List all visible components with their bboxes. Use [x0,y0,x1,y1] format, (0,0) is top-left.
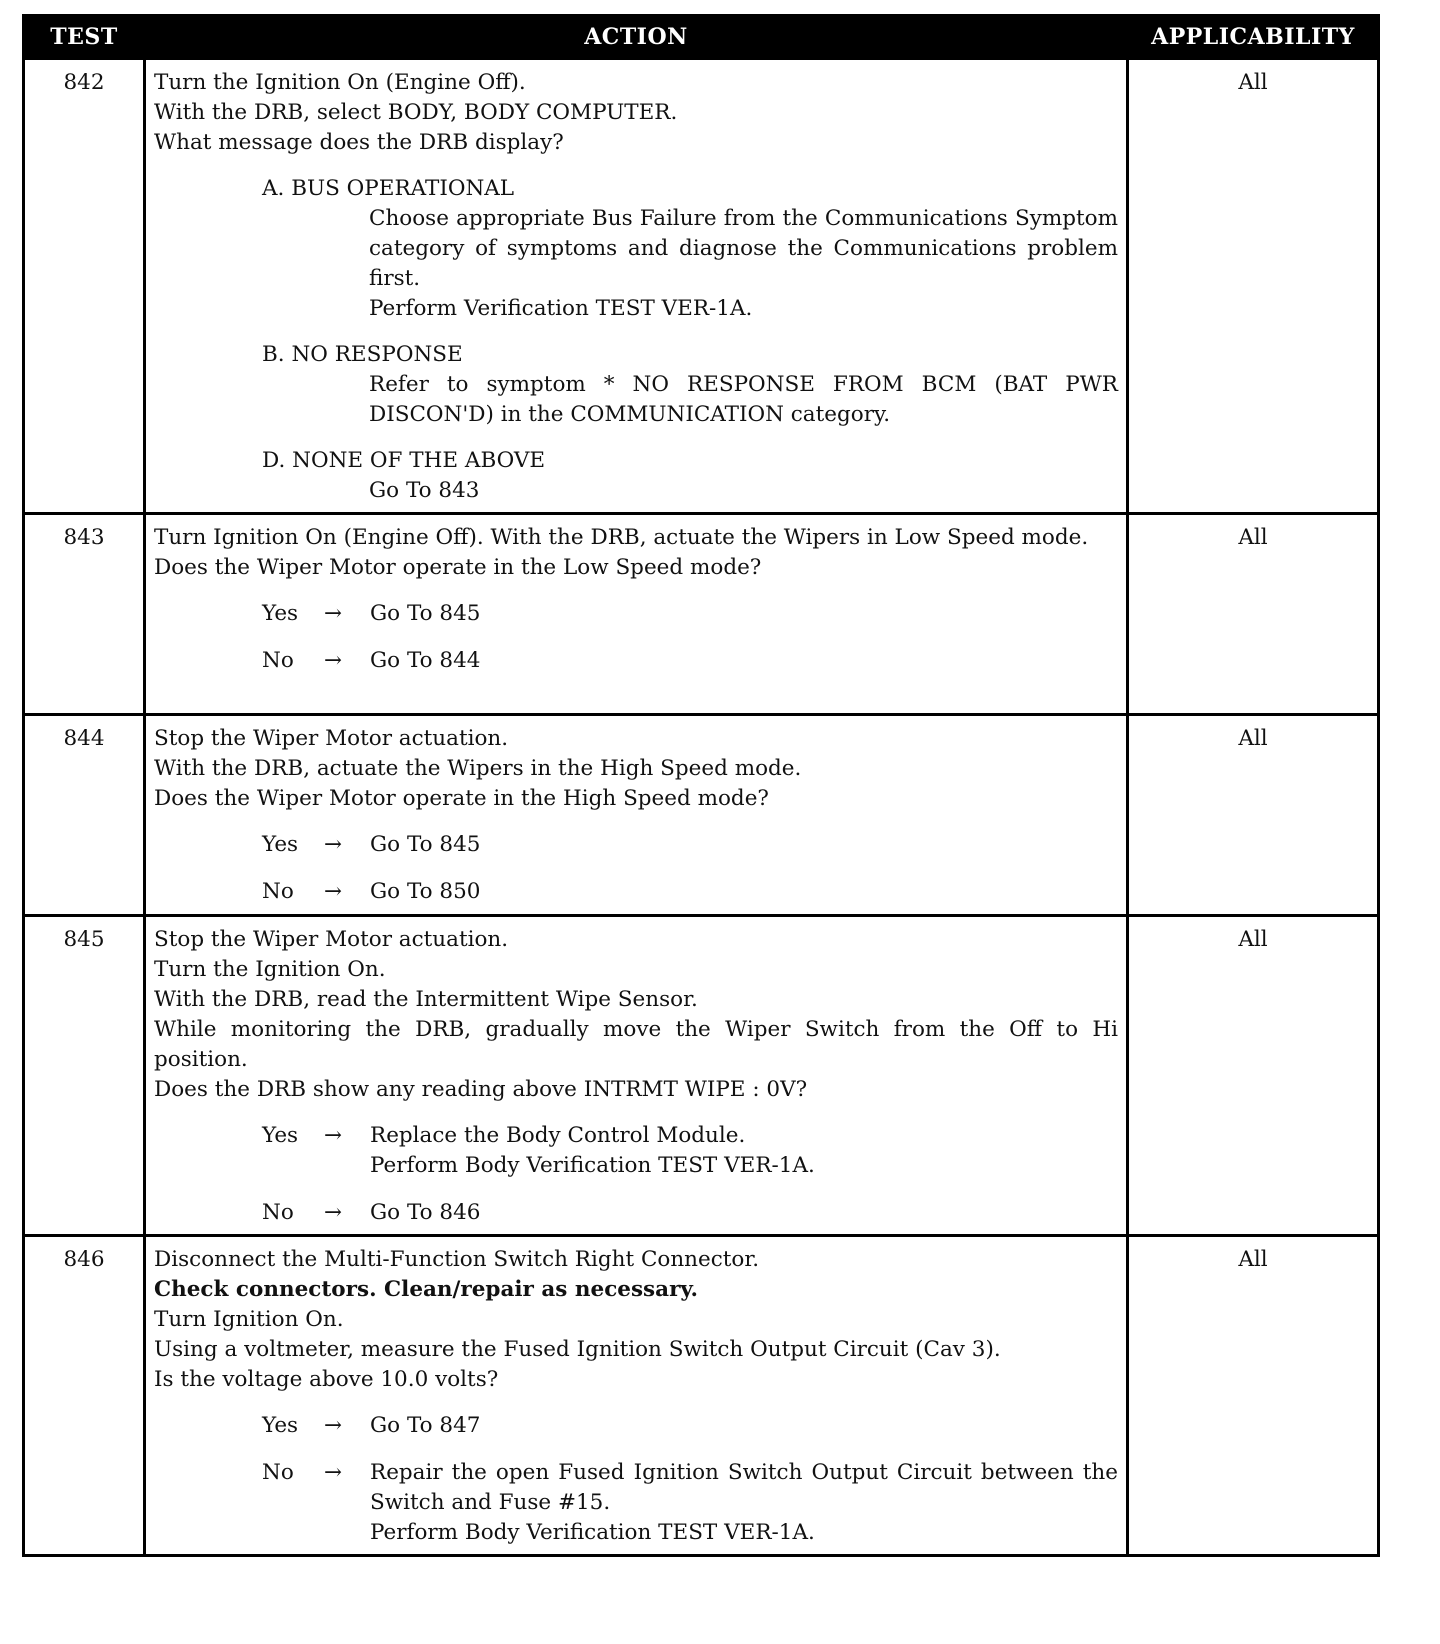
answer-list [154,599,1118,676]
action-line: Disconnect the Multi-Function Switch Right Connector. [154,1247,760,1272]
action-line: Does the DRB show any reading above INTRMT WIPE : 0V? [154,1077,808,1102]
answer-row [154,1458,1118,1548]
applicability: All [1128,715,1379,916]
answer-key: Yes [262,601,299,626]
applicability: All [1128,1236,1379,1556]
action-line: Turn Ignition On. [154,1307,344,1332]
header-test: TEST [24,16,145,59]
answer-text: Go To 845 [370,832,481,857]
answer-key: Yes [262,1123,299,1148]
option-group [154,446,1118,506]
action-line: With the DRB, select BODY, BODY COMPUTER. [154,100,678,125]
answer-key: No [262,879,294,904]
answer-text: Perform Body Verification TEST VER-1A. [370,1520,815,1545]
action-line: Turn the Ignition On (Engine Off). [154,70,526,95]
diagnostic-test-table-container [22,14,1377,1557]
answer-list [154,1411,1118,1548]
answer-text: Replace the Body Control Module. [370,1123,746,1148]
action-line: Turn the Ignition On. [154,957,386,982]
arrow-icon: → [324,601,343,626]
answer-text: Repair the open Fused Ignition Switch Output Circuit between the Switch and Fuse #15. [370,1460,1118,1515]
arrow-icon: → [324,1200,343,1225]
option-group [154,340,1118,430]
option-title: A. BUS OPERATIONAL [262,176,515,201]
action-cell [145,514,1128,715]
arrow-icon: → [324,1123,343,1148]
answer-row [154,646,1118,676]
answer-key: No [262,1460,294,1485]
option-group [154,174,1118,324]
answer-key: Yes [262,832,299,857]
answer-text: Go To 845 [370,601,481,626]
action-line: Is the voltage above 10.0 volts? [154,1367,499,1392]
action-cell [145,1236,1128,1556]
option-title: B. NO RESPONSE [262,342,463,367]
answer-value [370,830,1118,860]
answer-list [154,1121,1118,1228]
answer-row [154,1198,1118,1228]
action-line: With the DRB, actuate the Wipers in the High Speed mode. [154,756,802,781]
header-applicability: APPLICABILITY [1128,16,1379,59]
option-text: Perform Verification TEST VER-1A. [369,296,753,321]
answer-row [154,1411,1118,1441]
test-number: 842 [24,59,145,514]
applicability: All [1128,916,1379,1236]
applicability: All [1128,514,1379,715]
action-line: Stop the Wiper Motor actuation. [154,927,509,952]
action-line: Turn Ignition On (Engine Off). With the DRB, actuate the Wipers in Low Speed mode. [154,525,1089,550]
answer-text: Perform Body Verification TEST VER-1A. [370,1153,815,1178]
action-cell [145,59,1128,514]
answer-value [370,1121,1118,1181]
action-line: What message does the DRB display? [154,130,564,155]
table-row [24,1236,1379,1556]
action-line: Using a voltmeter, measure the Fused Ignition Switch Output Circuit (Cav 3). [154,1337,1001,1362]
action-cell [145,715,1128,916]
table-row [24,59,1379,514]
answer-value [370,599,1118,629]
answer-value [370,1198,1118,1228]
answer-row [154,599,1118,629]
action-line: Does the Wiper Motor operate in the High Speed mode? [154,786,769,811]
answer-row [154,1121,1118,1181]
answer-key: No [262,1200,294,1225]
answer-value [370,1411,1118,1441]
action-line: While monitoring the DRB, gradually move the Wiper Switch from the Off to Hi position. [154,1017,1118,1072]
answer-row [154,830,1118,860]
test-number: 844 [24,715,145,916]
table-header-row [24,16,1379,59]
arrow-icon: → [324,832,343,857]
answer-text: Go To 850 [370,879,481,904]
header-action: ACTION [145,16,1128,59]
answer-value [370,646,1118,676]
test-number: 843 [24,514,145,715]
option-text: Refer to symptom * NO RESPONSE FROM BCM (BAT PWR DISCON'D) in the COMMUNICATION category. [369,372,1118,427]
answer-text: Go To 847 [370,1413,481,1438]
arrow-icon: → [324,879,343,904]
action-line: Check connectors. Clean/repair as necessary. [154,1277,698,1302]
answer-text: Go To 846 [370,1200,481,1225]
arrow-icon: → [324,648,343,673]
table-row [24,715,1379,916]
action-line: With the DRB, read the Intermittent Wipe Sensor. [154,987,698,1012]
test-number: 845 [24,916,145,1236]
table-body [24,59,1379,1556]
answer-value [370,877,1118,907]
answer-row [154,877,1118,907]
table-row [24,514,1379,715]
action-line: Stop the Wiper Motor actuation. [154,726,509,751]
answer-text: Go To 844 [370,648,481,673]
action-cell [145,916,1128,1236]
arrow-icon: → [324,1413,343,1438]
test-number: 846 [24,1236,145,1556]
table-row [24,916,1379,1236]
applicability: All [1128,59,1379,514]
answer-list [154,830,1118,907]
diagnostic-test-table [22,14,1380,1557]
option-text: Go To 843 [369,478,480,503]
arrow-icon: → [324,1460,343,1485]
action-line: Does the Wiper Motor operate in the Low Speed mode? [154,555,762,580]
option-title: D. NONE OF THE ABOVE [262,448,546,473]
answer-key: Yes [262,1413,299,1438]
option-text: Choose appropriate Bus Failure from the Communications Symptom category of symptoms and diagnose the Communications problem first. [369,206,1118,291]
answer-key: No [262,648,294,673]
answer-value [370,1458,1118,1548]
